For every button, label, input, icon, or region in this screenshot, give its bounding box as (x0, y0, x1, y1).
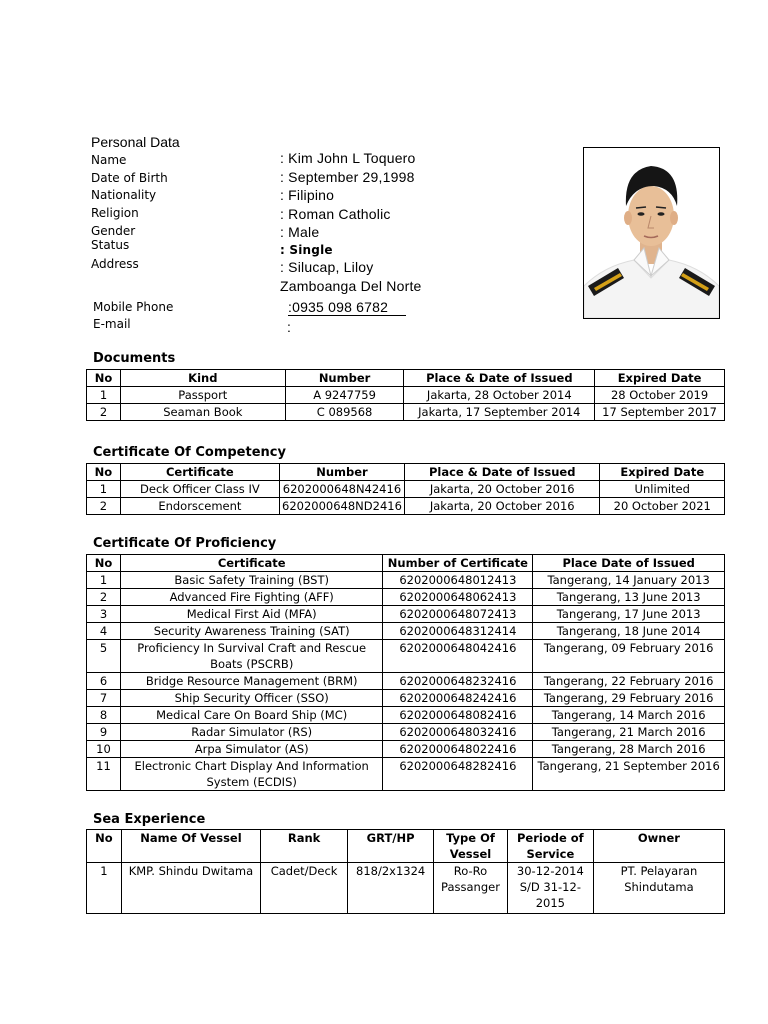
cell: Jakarta, 17 September 2014 (404, 404, 595, 421)
cell: 9 (87, 724, 121, 741)
cell: 10 (87, 741, 121, 758)
col-expired: Expired Date (595, 370, 725, 387)
cell: Arpa Simulator (AS) (120, 741, 382, 758)
sea-experience-heading: Sea Experience (93, 812, 206, 827)
cell: Endorscement (120, 498, 279, 515)
table-row (87, 387, 725, 404)
personal-data-heading: Personal Data (91, 134, 180, 150)
cell: Jakarta, 20 October 2016 (404, 498, 600, 515)
cell: 28 October 2019 (595, 387, 725, 404)
cell: 6202000648242416 (383, 690, 533, 707)
profile-photo (583, 147, 720, 319)
value-status: : Single (280, 243, 333, 257)
cell: Ship Security Officer (SSO) (120, 690, 382, 707)
cell: 6202000648032416 (383, 724, 533, 741)
cell: 2 (87, 589, 121, 606)
cell: 6 (87, 673, 121, 690)
cell: 4 (87, 623, 121, 640)
table-row (87, 623, 725, 640)
label-name: Name (91, 153, 127, 167)
col-owner: Owner (593, 830, 724, 863)
cell: 1 (87, 863, 122, 914)
cell: Medical Care On Board Ship (MC) (120, 707, 382, 724)
cell: 3 (87, 606, 121, 623)
cell: Tangerang, 13 June 2013 (533, 589, 725, 606)
cell: Unlimited (600, 481, 725, 498)
label-mobile: Mobile Phone (93, 300, 174, 314)
value-dob: : September 29,1998 (280, 169, 415, 185)
cell: 6202000648N42416 (280, 481, 405, 498)
cell: 6202000648042416 (383, 640, 533, 673)
col-place-date: Place Date of Issued (533, 555, 725, 572)
cell: 6202000648022416 (383, 741, 533, 758)
table-row (87, 707, 725, 724)
proficiency-header-row (87, 555, 725, 572)
cell: 30-12-2014 S/D 31-12-2015 (507, 863, 593, 914)
sea-experience-table (86, 829, 725, 914)
cell: Jakarta, 20 October 2016 (404, 481, 600, 498)
cell: 6202000648282416 (383, 758, 533, 791)
proficiency-heading: Certificate Of Proficiency (93, 536, 277, 551)
cell: Tangerang, 14 March 2016 (533, 707, 725, 724)
cell: Medical First Aid (MFA) (120, 606, 382, 623)
table-row (87, 498, 725, 515)
table-row (87, 572, 725, 589)
value-nationality: : Filipino (280, 187, 335, 203)
table-row (87, 741, 725, 758)
table-row (87, 673, 725, 690)
sea-header-row (87, 830, 725, 863)
cell: 2 (87, 404, 121, 421)
label-address: Address (91, 257, 139, 271)
col-periode: Periode of Service (507, 830, 593, 863)
label-status: Status (91, 238, 130, 252)
cell: Proficiency In Survival Craft and Rescue Boats (PSCRB) (120, 640, 382, 673)
col-vessel: Name Of Vessel (121, 830, 260, 863)
col-kind: Kind (120, 370, 285, 387)
cell: Radar Simulator (RS) (120, 724, 382, 741)
table-row (87, 481, 725, 498)
cell: Tangerang, 22 February 2016 (533, 673, 725, 690)
value-religion: : Roman Catholic (280, 206, 391, 222)
label-religion: Religion (91, 206, 139, 220)
col-no: No (87, 370, 121, 387)
cell: Ro-Ro Passanger (434, 863, 508, 914)
cell: Tangerang, 17 June 2013 (533, 606, 725, 623)
cell: 6202000648012413 (383, 572, 533, 589)
cell: 818/2x1324 (348, 863, 434, 914)
table-row (87, 863, 725, 914)
col-expired: Expired Date (600, 464, 725, 481)
documents-table (86, 369, 725, 421)
cell: Seaman Book (120, 404, 285, 421)
table-row (87, 758, 725, 791)
col-place-date: Place & Date of Issued (404, 464, 600, 481)
cell: 6202000648ND2416 (280, 498, 405, 515)
cell: Deck Officer Class IV (120, 481, 279, 498)
cell: Tangerang, 09 February 2016 (533, 640, 725, 673)
cell: Jakarta, 28 October 2014 (404, 387, 595, 404)
cell: Basic Safety Training (BST) (120, 572, 382, 589)
cell: 1 (87, 481, 121, 498)
cell: Tangerang, 29 February 2016 (533, 690, 725, 707)
cell: 1 (87, 387, 121, 404)
cell: KMP. Shindu Dwitama (121, 863, 260, 914)
cell: 8 (87, 707, 121, 724)
documents-header-row (87, 370, 725, 387)
proficiency-table (86, 554, 725, 791)
cell: Tangerang, 28 March 2016 (533, 741, 725, 758)
cell: Passport (120, 387, 285, 404)
cell: Tangerang, 14 January 2013 (533, 572, 725, 589)
col-certificate: Certificate (120, 464, 279, 481)
documents-heading: Documents (93, 351, 176, 366)
cell: 1 (87, 572, 121, 589)
cell: 2 (87, 498, 121, 515)
value-address-line2: Zamboanga Del Norte (280, 278, 422, 294)
table-row (87, 404, 725, 421)
cell: 7 (87, 690, 121, 707)
cell: Security Awareness Training (SAT) (120, 623, 382, 640)
table-row (87, 589, 725, 606)
cell: Tangerang, 21 March 2016 (533, 724, 725, 741)
col-type-of-vessel: Type Of Vessel (434, 830, 508, 863)
label-email: E-mail (93, 317, 131, 331)
table-row (87, 724, 725, 741)
value-mobile: :0935 098 6782 (288, 299, 406, 316)
cell: 17 September 2017 (595, 404, 725, 421)
cell: 5 (87, 640, 121, 673)
cell: PT. Pelayaran Shindutama (593, 863, 724, 914)
cell: 6202000648312414 (383, 623, 533, 640)
col-place-date: Place & Date of Issued (404, 370, 595, 387)
table-row (87, 690, 725, 707)
cell: Bridge Resource Management (BRM) (120, 673, 382, 690)
col-number: Number (280, 464, 405, 481)
col-number: Number (285, 370, 404, 387)
col-no: No (87, 555, 121, 572)
cell: 6202000648072413 (383, 606, 533, 623)
cell: Cadet/Deck (261, 863, 348, 914)
cell: 6202000648062413 (383, 589, 533, 606)
cell: 6202000648082416 (383, 707, 533, 724)
table-row (87, 640, 725, 673)
profile-photo-icon (584, 148, 719, 318)
cell: A 9247759 (285, 387, 404, 404)
cell: 20 October 2021 (600, 498, 725, 515)
competency-header-row (87, 464, 725, 481)
col-grt-hp: GRT/HP (348, 830, 434, 863)
col-number-of-certificate: Number of Certificate (383, 555, 533, 572)
cell: 6202000648232416 (383, 673, 533, 690)
col-rank: Rank (261, 830, 348, 863)
value-gender: : Male (280, 224, 320, 240)
cell: Tangerang, 18 June 2014 (533, 623, 725, 640)
cell: 11 (87, 758, 121, 791)
label-dob: Date of Birth (91, 171, 168, 185)
cell: Tangerang, 21 September 2016 (533, 758, 725, 791)
competency-table (86, 463, 725, 515)
cell: C 089568 (285, 404, 404, 421)
col-certificate: Certificate (120, 555, 382, 572)
value-address: : Silucap, Liloy (280, 259, 374, 275)
cell: Electronic Chart Display And Information System (ECDIS) (120, 758, 382, 791)
cell: Advanced Fire Fighting (AFF) (120, 589, 382, 606)
col-no: No (87, 830, 122, 863)
value-email: : (287, 319, 292, 335)
label-nationality: Nationality (91, 188, 157, 202)
label-gender: Gender (91, 224, 136, 238)
table-row (87, 606, 725, 623)
value-name: : Kim John L Toquero (280, 150, 416, 166)
col-no: No (87, 464, 121, 481)
competency-heading: Certificate Of Competency (93, 445, 286, 460)
